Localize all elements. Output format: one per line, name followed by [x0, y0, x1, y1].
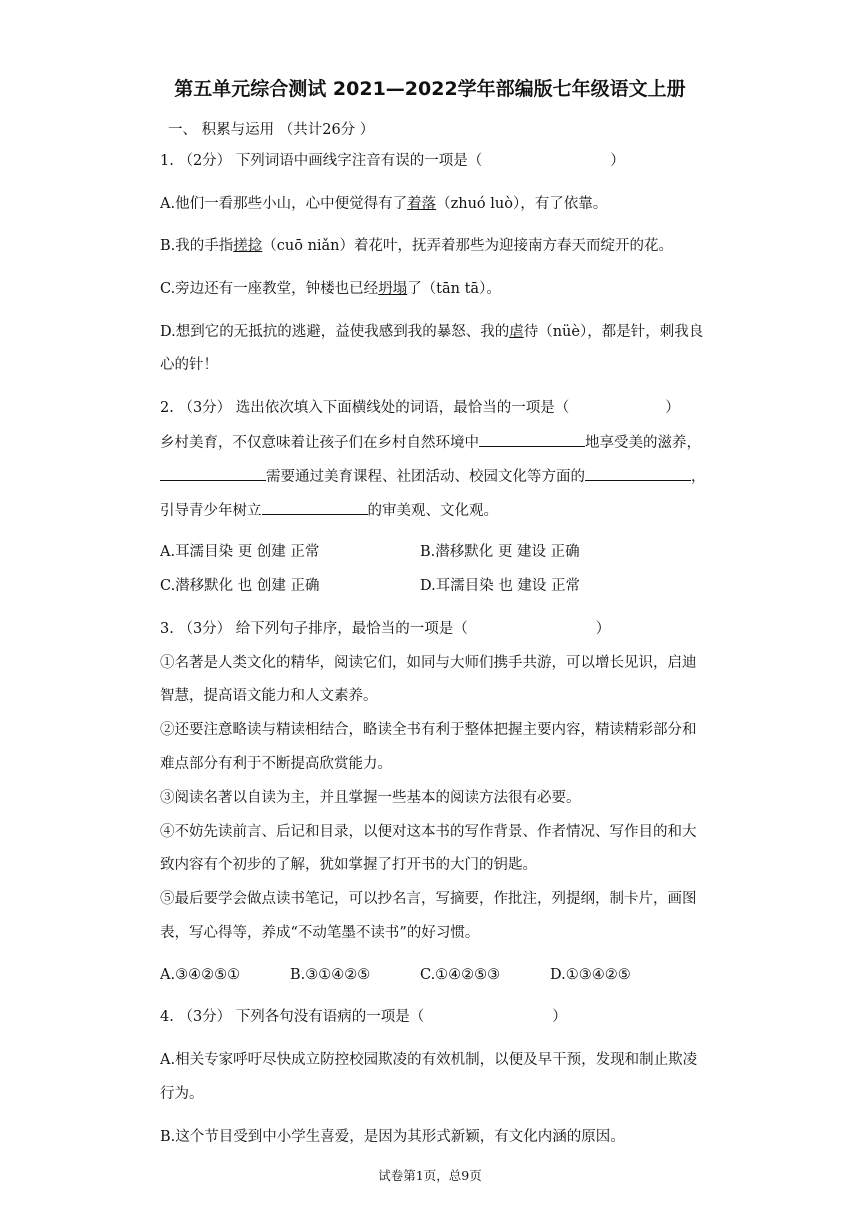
q3-option-a: A.③④②⑤① [160, 967, 241, 983]
q2-option-d: D.耳濡目染 也 建设 正常 [420, 578, 581, 594]
q1-option-c: C.旁边还有一座教堂，钟楼也已经坍塌了（tān tā）。 [160, 281, 501, 297]
q2-passage-line-3: 引导青少年树立 的审美观、文化观。 [160, 500, 498, 521]
q3-sentence-5: ⑤最后要学会做点读书笔记，可以抄名言，写摘要，作批注，列提纲，制卡片，画图 [160, 891, 697, 907]
q2-option-b: B.潜移默化 更 建设 正确 [420, 544, 580, 560]
q3-option-b: B.③①④②⑤ [290, 967, 371, 983]
answer-blank-2 [160, 466, 266, 481]
q1-option-d-cont: 心的针！ [160, 357, 218, 373]
q3-sentence-4-cont: 致内容有个初步的了解，犹如掌握了打开书的大门的钥匙。 [160, 857, 537, 873]
question-1-stem: 1. （2分） 下列词语中画线字注音有误的一项是（ ） [160, 153, 625, 169]
q3-sentence-1: ①名著是人类文化的精华，阅读它们，如同与大师们携手共游，可以增长见识，启迪 [160, 655, 697, 671]
q1-option-a: A.他们一看那些小山，心中便觉得有了着落（zhuó luò），有了依靠。 [160, 196, 608, 212]
page-footer: 试卷第1页，总9页 [378, 1168, 482, 1183]
answer-blank-3 [585, 466, 691, 481]
q4-option-a-cont: 行为。 [160, 1086, 204, 1102]
q1-option-b: B.我的手指搓捻（cuō niǎn）着花叶，抚弄着那些为迎接南方春天而绽开的花。 [160, 238, 674, 254]
q1-option-d: D.想到它的无抵抗的逃避，益使我感到我的暴怒、我的虐待（nüè），都是针，刺我良 [160, 324, 704, 340]
q3-sentence-2: ②还要注意略读与精读相结合，略读全书有利于整体把握主要内容，精读精彩部分和 [160, 722, 697, 738]
q3-sentence-2-cont: 难点部分有利于不断提高欣赏能力。 [160, 756, 392, 772]
q2-passage-line-1: 乡村美育，不仅意味着让孩子们在乡村自然环境中 地享受美的滋养， [160, 432, 701, 453]
question-4-stem: 4. （3分） 下列各句没有语病的一项是（ ） [160, 1009, 567, 1025]
page-title: 第五单元综合测试 2021—2022学年部编版七年级语文上册 [174, 78, 686, 100]
question-2-stem: 2. （3分） 选出依次填入下面横线处的词语，最恰当的一项是（ ） [160, 400, 680, 416]
q2-option-a: A.耳濡目染 更 创建 正常 [160, 544, 320, 560]
q3-sentence-1-cont: 智慧，提高语文能力和人文素养。 [160, 688, 378, 704]
q2-option-c: C.潜移默化 也 创建 正确 [160, 578, 320, 594]
section-heading: 一、 积累与运用 （共计26分 ） [168, 122, 375, 138]
q3-sentence-5-cont: 表，写心得等，养成“不动笔墨不读书”的好习惯。 [160, 925, 480, 941]
answer-blank-1 [479, 432, 585, 447]
q3-sentence-4: ④不妨先读前言、后记和目录，以便对这本书的写作背景、作者情况、写作目的和大 [160, 824, 697, 840]
q4-option-b: B.这个节目受到中小学生喜爱，是因为其形式新颖，有文化内涵的原因。 [160, 1129, 625, 1145]
answer-blank-4 [262, 500, 368, 515]
q4-option-a: A.相关专家呼吁尽快成立防控校园欺凌的有效机制，以便及早干预，发现和制止欺凌 [160, 1052, 698, 1068]
q3-option-d: D.①③④②⑤ [550, 967, 631, 983]
q2-passage-line-2: 需要通过美育课程、社团活动、校园文化等方面的 ， [160, 466, 706, 487]
q3-option-c: C.①④②⑤③ [420, 967, 501, 983]
question-3-stem: 3. （3分） 给下列句子排序，最恰当的一项是（ ） [160, 621, 611, 637]
q3-sentence-3: ③阅读名著以自读为主，并且掌握一些基本的阅读方法很有必要。 [160, 790, 581, 806]
